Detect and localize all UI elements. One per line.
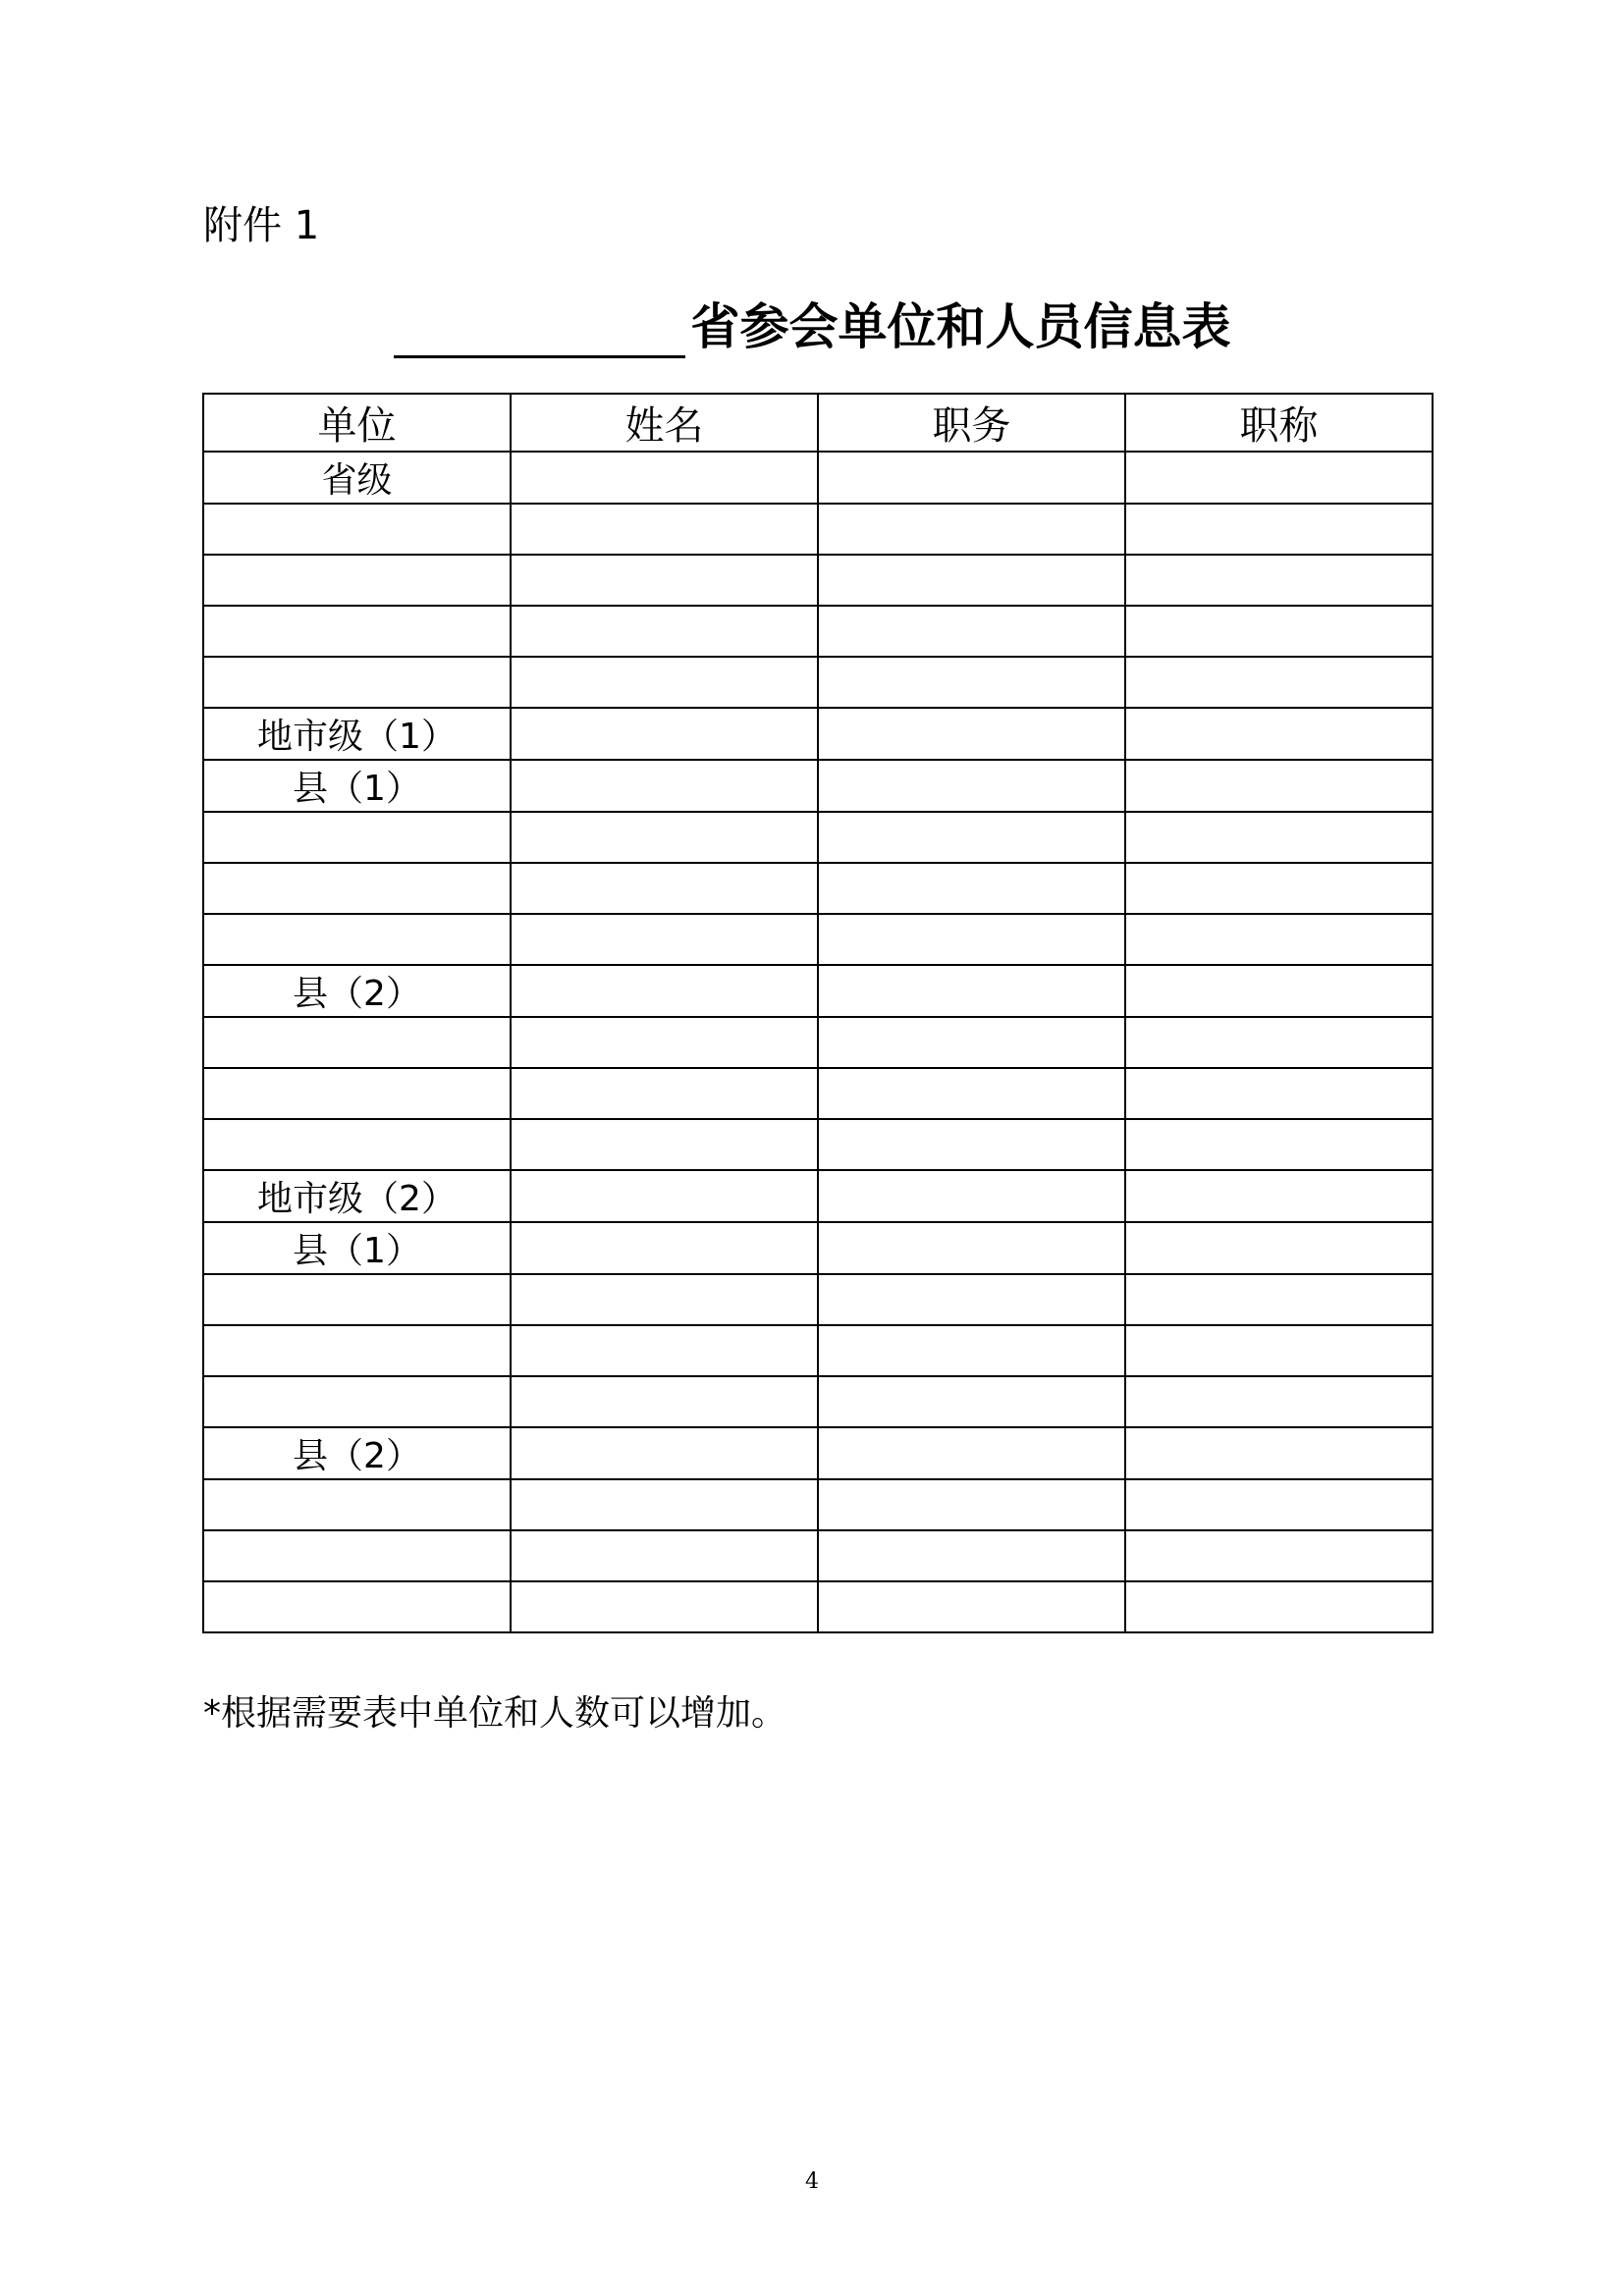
cell-title[interactable]	[1125, 965, 1433, 1017]
cell-unit	[203, 863, 511, 914]
cell-unit: 地市级（1）	[203, 708, 511, 760]
cell-name[interactable]	[511, 1017, 818, 1068]
cell-unit	[203, 504, 511, 555]
cell-unit	[203, 1325, 511, 1376]
cell-name[interactable]	[511, 965, 818, 1017]
header-name: 姓名	[511, 394, 818, 452]
cell-position[interactable]	[818, 760, 1125, 812]
cell-unit	[203, 555, 511, 606]
cell-name[interactable]	[511, 812, 818, 863]
header-title: 职称	[1125, 394, 1433, 452]
cell-unit	[203, 1581, 511, 1632]
footnote: *根据需要表中单位和人数可以增加。	[203, 1693, 787, 1734]
cell-unit: 县（2）	[203, 1427, 511, 1479]
cell-name[interactable]	[511, 1376, 818, 1427]
cell-unit	[203, 606, 511, 657]
cell-title[interactable]	[1125, 1479, 1433, 1530]
cell-unit	[203, 1530, 511, 1581]
cell-title[interactable]	[1125, 863, 1433, 914]
table-row	[203, 1530, 1433, 1581]
cell-name[interactable]	[511, 1530, 818, 1581]
cell-unit: 省级	[203, 452, 511, 504]
cell-position[interactable]	[818, 965, 1125, 1017]
table-row	[203, 1325, 1433, 1376]
cell-name[interactable]	[511, 1222, 818, 1274]
cell-name[interactable]	[511, 1274, 818, 1325]
table-row	[203, 1068, 1433, 1119]
cell-name[interactable]	[511, 708, 818, 760]
cell-name[interactable]	[511, 1427, 818, 1479]
cell-title[interactable]	[1125, 760, 1433, 812]
cell-name[interactable]	[511, 1170, 818, 1222]
title-blank-line	[394, 296, 685, 358]
cell-title[interactable]	[1125, 1119, 1433, 1170]
table-row	[203, 504, 1433, 555]
cell-position[interactable]	[818, 1376, 1125, 1427]
cell-position[interactable]	[818, 1479, 1125, 1530]
cell-title[interactable]	[1125, 1274, 1433, 1325]
cell-unit	[203, 1274, 511, 1325]
cell-title[interactable]	[1125, 812, 1433, 863]
attachment-label: 附件 1	[203, 203, 320, 248]
table-header-row	[203, 394, 1433, 452]
cell-title[interactable]	[1125, 1222, 1433, 1274]
cell-unit	[203, 1017, 511, 1068]
cell-unit	[203, 1068, 511, 1119]
header-unit: 单位	[203, 394, 511, 452]
cell-name[interactable]	[511, 760, 818, 812]
cell-unit: 地市级（2）	[203, 1170, 511, 1222]
cell-unit	[203, 1479, 511, 1530]
table-row	[203, 812, 1433, 863]
header-position: 职务	[818, 394, 1125, 452]
cell-unit: 县（1）	[203, 760, 511, 812]
cell-title[interactable]	[1125, 1376, 1433, 1427]
cell-position[interactable]	[818, 708, 1125, 760]
table-row	[203, 657, 1433, 708]
cell-position[interactable]	[818, 1581, 1125, 1632]
cell-title[interactable]	[1125, 1581, 1433, 1632]
table-row	[203, 1479, 1433, 1530]
title-block	[0, 280, 1624, 358]
cell-unit	[203, 914, 511, 965]
cell-name[interactable]	[511, 914, 818, 965]
cell-position[interactable]	[818, 914, 1125, 965]
cell-position[interactable]	[818, 863, 1125, 914]
cell-title[interactable]	[1125, 1530, 1433, 1581]
table-row	[203, 606, 1433, 657]
cell-name[interactable]	[511, 863, 818, 914]
cell-position[interactable]	[818, 606, 1125, 657]
cell-title[interactable]	[1125, 657, 1433, 708]
table-row	[203, 555, 1433, 606]
cell-position[interactable]	[818, 1427, 1125, 1479]
cell-unit	[203, 657, 511, 708]
cell-title[interactable]	[1125, 1017, 1433, 1068]
cell-title[interactable]	[1125, 555, 1433, 606]
cell-name[interactable]	[511, 504, 818, 555]
table-row	[203, 1222, 1433, 1274]
table-row	[203, 1376, 1433, 1427]
cell-title[interactable]	[1125, 1068, 1433, 1119]
cell-position[interactable]	[818, 504, 1125, 555]
table-row	[203, 1170, 1433, 1222]
cell-title[interactable]	[1125, 1325, 1433, 1376]
table-row	[203, 1427, 1433, 1479]
cell-unit: 县（2）	[203, 965, 511, 1017]
cell-title[interactable]	[1125, 452, 1433, 504]
cell-position[interactable]	[818, 452, 1125, 504]
cell-name[interactable]	[511, 1068, 818, 1119]
table-row	[203, 708, 1433, 760]
cell-position[interactable]	[818, 1017, 1125, 1068]
cell-title[interactable]	[1125, 914, 1433, 965]
cell-unit	[203, 1119, 511, 1170]
table-row	[203, 863, 1433, 914]
table-row	[203, 1119, 1433, 1170]
cell-title[interactable]	[1125, 1170, 1433, 1222]
cell-title[interactable]	[1125, 1427, 1433, 1479]
table-row	[203, 1581, 1433, 1632]
cell-unit	[203, 1376, 511, 1427]
cell-name[interactable]	[511, 1581, 818, 1632]
table-row	[203, 965, 1433, 1017]
table-row	[203, 452, 1433, 504]
cell-position[interactable]	[818, 1325, 1125, 1376]
cell-position[interactable]	[818, 1068, 1125, 1119]
cell-position[interactable]	[818, 1170, 1125, 1222]
cell-position[interactable]	[818, 1274, 1125, 1325]
cell-position[interactable]	[818, 1530, 1125, 1581]
cell-position[interactable]	[818, 657, 1125, 708]
cell-name[interactable]	[511, 1119, 818, 1170]
cell-name[interactable]	[511, 452, 818, 504]
page-number: 4	[805, 2169, 819, 2194]
cell-position[interactable]	[818, 555, 1125, 606]
info-table	[202, 393, 1434, 1633]
cell-name[interactable]	[511, 606, 818, 657]
cell-title[interactable]	[1125, 606, 1433, 657]
table-row	[203, 1017, 1433, 1068]
cell-title[interactable]	[1125, 504, 1433, 555]
cell-name[interactable]	[511, 1479, 818, 1530]
table-row	[203, 1274, 1433, 1325]
page-title: 省参会单位和人员信息表	[690, 297, 1231, 355]
cell-name[interactable]	[511, 657, 818, 708]
cell-name[interactable]	[511, 555, 818, 606]
table-row	[203, 760, 1433, 812]
cell-title[interactable]	[1125, 708, 1433, 760]
cell-name[interactable]	[511, 1325, 818, 1376]
cell-unit: 县（1）	[203, 1222, 511, 1274]
cell-position[interactable]	[818, 1119, 1125, 1170]
cell-unit	[203, 812, 511, 863]
cell-position[interactable]	[818, 812, 1125, 863]
table-row	[203, 914, 1433, 965]
cell-position[interactable]	[818, 1222, 1125, 1274]
